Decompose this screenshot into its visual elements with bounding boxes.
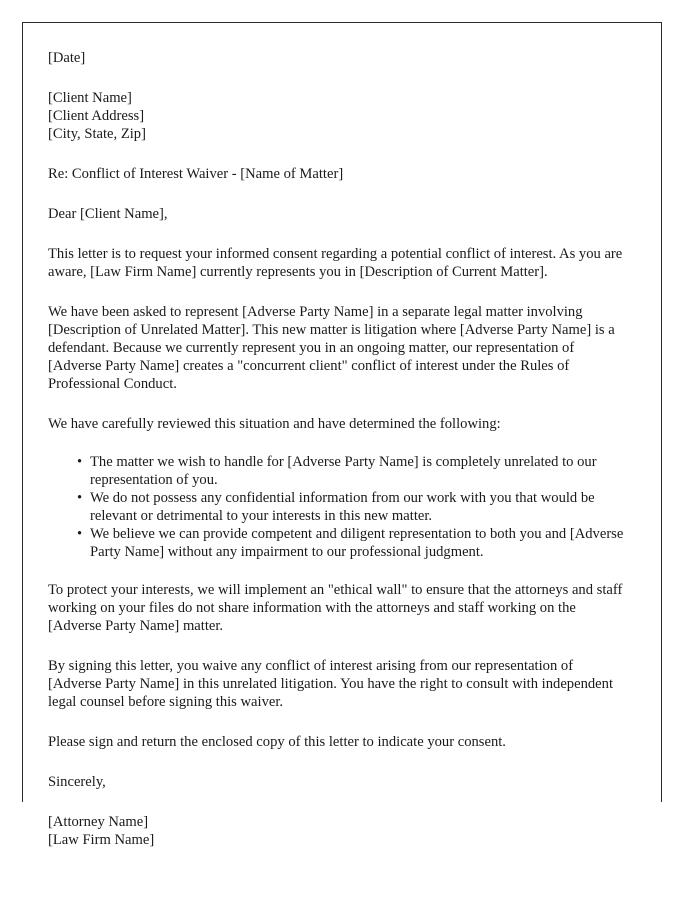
list-item	[48, 489, 630, 525]
recipient-name: [Client Name]	[48, 90, 132, 106]
subject-line: Re: Conflict of Interest Waiver - [Name of Matter]	[48, 166, 344, 182]
signature-block	[48, 813, 630, 849]
bullet-icon: •	[77, 526, 83, 542]
paragraph-ethical-wall: To protect your interests, we will implement an "ethical wall" to ensure that the attorneys and staff working on your files do not share information with the attorneys and staff working on the [Adverse Party Name] matter.	[48, 582, 623, 634]
signature-firm-name: [Law Firm Name]	[48, 832, 155, 848]
list-item-text: The matter we wish to handle for [Adverse Party Name] is completely unrelated to our representation of you.	[90, 454, 597, 488]
list-item-text: We believe we can provide competent and diligent representation to both you and [Adverse Party Name] without any impairment to our professional judgment.	[90, 526, 624, 560]
recipient-city-state-zip: [City, State, Zip]	[48, 126, 146, 142]
bullet-icon: •	[77, 454, 83, 470]
recipient-address-block	[48, 89, 630, 143]
paragraph-waiver-consent: By signing this letter, you waive any conflict of interest arising from our representation of [Adverse Party Name] in this unrelated litigation. You have the right to consult with independent legal counsel before signing this waiver.	[48, 658, 613, 710]
date-line: [Date]	[48, 50, 86, 66]
paragraph-conflict-description: We have been asked to represent [Adverse Party Name] in a separate legal matter involving [Description of Unrelated Matter]. This new matter is litigation where [Adverse Party Name] is a defendant. Because we currently represent you in an ongoing matter, our representation of [Adverse Party Name] creates a "concurrent client" conflict of interest under the Rules of Professional Conduct.	[48, 304, 615, 392]
paragraph-intro: This letter is to request your informed consent regarding a potential conflict of interest. As you are aware, [Law Firm Name] currently represents you in [Description of Current Matter].	[48, 246, 623, 280]
closing-line: Sincerely,	[48, 774, 106, 790]
document-page-frame	[22, 22, 662, 848]
bullet-icon: •	[77, 490, 83, 506]
paragraph-return-instruction: Please sign and return the enclosed copy of this letter to indicate your consent.	[48, 734, 506, 750]
letter-body	[48, 49, 630, 849]
signature-attorney-name: [Attorney Name]	[48, 814, 149, 830]
list-item	[48, 525, 630, 561]
paragraph-findings-lead: We have carefully reviewed this situation and have determined the following:	[48, 416, 501, 432]
recipient-address: [Client Address]	[48, 108, 145, 124]
list-item-text: We do not possess any confidential information from our work with you that would be relevant or detrimental to your interests in this new matter.	[90, 490, 595, 524]
salutation: Dear [Client Name],	[48, 206, 168, 222]
list-item	[48, 453, 630, 489]
findings-list	[48, 453, 630, 561]
